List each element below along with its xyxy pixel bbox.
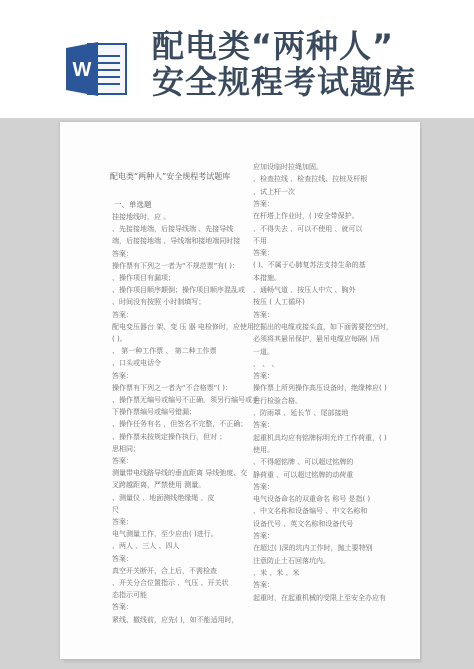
- text-line: 下操作票编号或编号错漏；: [112, 408, 196, 417]
- text-line: 、检查拉线 、检查拉线、拉桩及杆根: [253, 175, 368, 184]
- text-line: 思相同；: [112, 444, 140, 453]
- text-line: 、试上杆一次: [253, 187, 295, 196]
- text-line: 、操作票无编号或编号不正确，须另行编号或手: [112, 396, 259, 404]
- text-line: 答案：: [253, 581, 274, 590]
- text-line: 配电变压器台 架、变 压 器 电检修时，应使用: [112, 322, 254, 331]
- text-line: 起重机具均应有铭牌标明允许工作荷重，( ): [253, 433, 387, 442]
- text-line: 、 第一种工作票 、 第二种工作票: [112, 347, 217, 356]
- text-line: 、操作票未按规定操作执行，但对 ；: [112, 432, 227, 441]
- text-line: 、先接接地端，后接导线端 、先接导线: [112, 225, 234, 234]
- text-line: 、米 、米 、米: [253, 568, 300, 577]
- text-line: ( )。: [112, 335, 127, 343]
- text-line: 挖掘出的电缆或接头盒，如下面需要挖空时，: [253, 322, 393, 331]
- text-line: 操作票上所列操作高压设备时，绝缘棒应( ): [253, 384, 387, 393]
- text-line: 端，后接接地端 、导线端和接地端同时接: [112, 237, 241, 246]
- text-line: 、防雨罩 、延长节 、尾部接地: [253, 409, 349, 417]
- text-line: 电气设备命名的双重命名 称号 是指( ): [253, 495, 371, 504]
- svg-text:W: W: [72, 59, 92, 81]
- text-line: 按压 ( 人工循环): [253, 298, 305, 307]
- text-line: 、中文名称和设备编号 、中文名称和: [253, 507, 368, 516]
- text-line: 、操作任务有名 ，但签名不完整，不正确；: [112, 420, 248, 429]
- text-line: 挂接地线时，应 。: [112, 213, 171, 221]
- section-heading: 一、单选题: [114, 200, 152, 209]
- text-line: 、操作项目顺序颠倒；操作项目顺序混乱或: [112, 286, 245, 295]
- text-line: 紧线、撤线前，应先( )，如不能适用时，: [112, 615, 239, 624]
- text-line: 、不得失去 、可以不使用 、就可以: [253, 224, 363, 233]
- text-line: 、操作项目有漏项；: [112, 274, 175, 282]
- text-line: 尺: [112, 505, 119, 514]
- text-line: 答案：: [112, 457, 133, 465]
- text-line: 叉跨越距离，严禁使用 测量。: [112, 481, 206, 490]
- text-line: 一道。: [253, 347, 274, 356]
- text-line: 、口头或电话令: [112, 359, 161, 368]
- text-line: 必须将其悬吊保护，悬吊电缆应每隔( )吊: [253, 335, 380, 344]
- text-line: 在杆塔上作业时，( )安全带保护。: [253, 212, 359, 221]
- text-line: 答案：: [112, 310, 133, 319]
- text-line: 、通畅气道 、按压人中穴 、胸外: [253, 286, 356, 294]
- text-line: 答案：: [112, 603, 133, 612]
- text-line: 、两人 、三人 、四人: [112, 542, 180, 551]
- text-line: 答案：: [253, 482, 274, 491]
- text-line: 不用: [253, 236, 267, 245]
- text-line: 答案：: [253, 199, 274, 208]
- text-line: 态指示可能: [112, 591, 147, 600]
- text-line: 注意防止土石回落坑内。: [253, 556, 330, 565]
- page-title-line-1: 配电类“两种人”: [152, 27, 395, 65]
- text-line: 、开关分合位置指示 、气压 、开关状: [112, 579, 229, 587]
- text-line: 答案：: [253, 310, 274, 319]
- text-line: 答案：: [112, 518, 133, 526]
- text-line: 答案：: [112, 371, 133, 380]
- text-line: 测量带电线路导线的垂直距离 导线弛度、交: [112, 469, 248, 478]
- text-line: 真空开关断开，合上后，不需检查: [112, 566, 217, 575]
- text-line: 答案：: [112, 249, 133, 258]
- text-line: 答案：: [253, 421, 274, 430]
- text-line: 答案：: [253, 532, 274, 540]
- text-line: 进行检验合格。: [253, 396, 302, 405]
- text-line: 操作票有下列之一者为“不规范票”有( )：: [112, 261, 239, 270]
- text-line: 答案：: [253, 249, 274, 258]
- text-line: 设备代号 、英文名称和设备代号: [253, 519, 354, 528]
- text-line: 、不得超铭牌 、可以超过铭牌的: [253, 458, 354, 467]
- page-title-line-2: 安全规程考试题库: [152, 63, 417, 101]
- text-line: 答案：: [253, 372, 274, 381]
- text-line: 操作票有下列之一者为“不合格票”( )：: [112, 383, 232, 392]
- text-line: ( )、不属于心肺复苏法支持生命的基: [253, 261, 366, 270]
- text-line: 、测量仪 、地面测线绝缘绳 、皮: [112, 493, 215, 502]
- text-line: 答案：: [112, 554, 133, 563]
- text-line: 使用。: [253, 445, 274, 454]
- text-line: 在超过( )深的坑内工作时，抛土要特别: [253, 544, 373, 553]
- text-line: 本措施。: [253, 273, 281, 282]
- text-line: 静荷重 、可以超过铭牌的动荷重: [253, 470, 354, 479]
- text-line: 、时间没有按照 小时制填写；: [112, 298, 206, 307]
- text-line: 、 、 、: [253, 359, 279, 368]
- text-line: 电气测量工作，至少应由( )进行。: [112, 530, 218, 539]
- text-line: 起重时，在起重机械的受限上至安全办应有: [253, 593, 386, 602]
- document-title: 配电类“两种人”安全规程考试题库: [110, 172, 231, 181]
- text-line: 应加设临时拉绳加固。: [253, 163, 323, 171]
